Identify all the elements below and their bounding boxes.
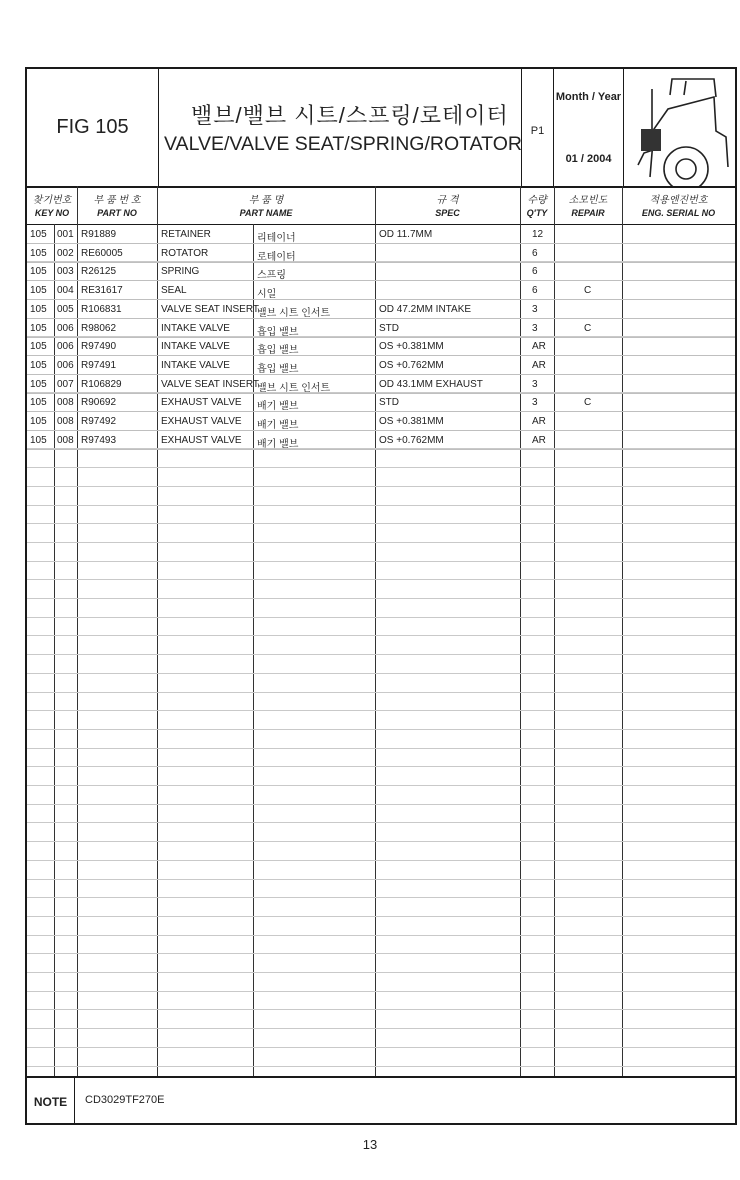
repair-header-ko: 소모빈도: [568, 195, 608, 206]
key-no-cell: 008: [57, 434, 74, 446]
ruled-line: [27, 542, 735, 543]
part-name-ko-cell: 흡입 밸브: [257, 345, 299, 357]
page-code: P1: [522, 69, 554, 186]
part-name-ko-cell: 배기 밸브: [257, 438, 299, 450]
fig-number-cell: 105: [30, 416, 47, 427]
fig-number-cell: 105: [30, 378, 47, 390]
table-row: [27, 301, 735, 319]
ruled-line: [27, 486, 735, 487]
key-no-header: KEY NO: [34, 208, 70, 218]
ruled-line: [27, 935, 735, 936]
fig-number-cell: 105: [30, 322, 47, 334]
serial-header-ko: 적용엔진번호: [649, 195, 708, 206]
part-name-ko-cell: 리테이너: [257, 233, 296, 244]
serial-header: ENG. SERIAL NO: [641, 208, 716, 218]
part-no-cell: R106829: [81, 378, 122, 390]
note-section: [27, 1076, 735, 1125]
key-no-cell: 002: [57, 247, 74, 259]
title-korean: 밸브/밸브 시트/스프링/로테이터: [191, 103, 509, 128]
ruled-line: [27, 766, 735, 767]
part-name-en-cell: INTAKE VALVE: [161, 322, 230, 334]
spec-cell: OS +0.381MM: [379, 341, 444, 353]
ruled-line: [27, 748, 735, 749]
part-name-en-cell: SPRING: [161, 266, 200, 278]
part-name-header: PART NAME: [239, 208, 293, 218]
part-name-ko-cell: 배기 밸브: [257, 420, 299, 431]
qty-cell: 6: [532, 285, 538, 297]
ruled-line: [27, 785, 735, 786]
ruled-line: [27, 523, 735, 524]
part-name-header-ko: 부 품 명: [248, 195, 284, 206]
qty-cell: 12: [532, 229, 544, 240]
sheet-header: [27, 69, 735, 188]
spec-cell: OS +0.762MM: [379, 434, 444, 446]
part-no-cell: R90692: [81, 397, 117, 409]
part-name-en-cell: VALVE SEAT INSERT: [161, 303, 259, 315]
spec-header: SPEC: [435, 208, 460, 218]
key-no-cell: 006: [57, 341, 74, 353]
fig-number-cell: 105: [30, 266, 47, 278]
ruled-line: [27, 953, 735, 954]
ruled-line: [27, 1047, 735, 1048]
spec-cell: STD: [379, 322, 399, 334]
key-no-cell: 006: [57, 359, 74, 371]
qty-cell: AR: [532, 359, 546, 371]
fig-number-cell: 105: [30, 434, 47, 446]
fig-number-cell: 105: [30, 397, 47, 409]
spec-cell: OD 11.7MM: [379, 229, 433, 240]
spec-header-ko: 규 격: [436, 195, 459, 206]
ruled-line: [27, 1009, 735, 1010]
ruled-line: [27, 692, 735, 693]
ruled-line: [27, 1028, 735, 1029]
table-row: [27, 226, 735, 244]
part-name-ko-cell: 흡입 밸브: [257, 326, 299, 338]
qty-cell: 3: [532, 303, 538, 315]
repair-cell: C: [584, 397, 592, 409]
qty-cell: 6: [532, 247, 538, 259]
key-no-cell: 003: [57, 266, 74, 278]
fig-number-cell: 105: [30, 341, 47, 353]
ruled-line: [27, 598, 735, 599]
part-no-cell: RE31617: [81, 285, 123, 297]
qty-cell: 3: [532, 322, 538, 334]
month-year-label: Month / Year: [555, 91, 622, 103]
part-no-cell: R97491: [81, 359, 117, 371]
part-name-ko-cell: 밸브 시트 인서트: [257, 382, 331, 394]
part-no-header-ko: 부 품 번 호: [93, 195, 141, 206]
part-name-en-cell: RETAINER: [161, 229, 211, 240]
part-name-ko-cell: 스프링: [257, 270, 286, 282]
part-no-cell: R97492: [81, 416, 117, 427]
spec-cell: OS +0.762MM: [379, 359, 444, 371]
qty-cell: 3: [532, 397, 538, 409]
fig-number-cell: 105: [30, 247, 47, 259]
ruled-line: [27, 1066, 735, 1067]
part-name-en-cell: EXHAUST VALVE: [161, 434, 242, 446]
title-english: VALVE/VALVE SEAT/SPRING/ROTATOR: [164, 133, 522, 155]
spec-cell: OD 43.1MM EXHAUST: [379, 378, 483, 390]
note-value: CD3029TF270E: [85, 1094, 165, 1106]
ruled-line: [27, 673, 735, 674]
part-no-cell: R26125: [81, 266, 117, 278]
qty-cell: AR: [532, 434, 546, 446]
ruled-line: [27, 860, 735, 861]
spec-cell: OS +0.381MM: [379, 416, 444, 427]
qty-header-ko: 수량: [527, 195, 547, 206]
tractor-icon: [624, 69, 735, 186]
page-number: 13: [362, 1137, 378, 1152]
table-row: [27, 394, 735, 412]
fig-number-cell: 105: [30, 303, 47, 315]
part-name-ko-cell: 시일: [257, 289, 277, 301]
ruled-line: [27, 654, 735, 655]
part-name-en-cell: INTAKE VALVE: [161, 359, 230, 371]
parts-sheet: [25, 67, 737, 1125]
ruled-line: [27, 804, 735, 805]
qty-cell: AR: [532, 416, 546, 427]
repair-cell: C: [584, 285, 592, 297]
part-name-en-cell: EXHAUST VALVE: [161, 416, 242, 427]
ruled-line: [27, 879, 735, 880]
table-row: [27, 245, 735, 263]
part-name-en-cell: EXHAUST VALVE: [161, 397, 242, 409]
part-no-cell: R97490: [81, 341, 117, 353]
ruled-line: [27, 467, 735, 468]
table-row: [27, 282, 735, 300]
spec-cell: STD: [379, 397, 399, 409]
qty-header: Q'TY: [526, 208, 548, 218]
key-no-cell: 008: [57, 397, 74, 409]
table-row: [27, 376, 735, 394]
qty-cell: 3: [532, 378, 538, 390]
key-no-cell: 007: [57, 378, 74, 390]
part-name-ko-cell: 흡입 밸브: [257, 363, 299, 375]
qty-cell: 6: [532, 266, 538, 278]
part-name-ko-cell: 배기 밸브: [257, 401, 299, 413]
ruled-line: [27, 991, 735, 992]
part-no-cell: R106831: [81, 303, 122, 315]
key-no-cell: 005: [57, 303, 74, 315]
ruled-line: [27, 505, 735, 506]
part-name-en-cell: VALVE SEAT INSERT: [161, 378, 259, 390]
part-no-header: PART NO: [97, 208, 137, 218]
ruled-line: [27, 617, 735, 618]
part-name-ko-cell: 로테이터: [257, 251, 296, 263]
table-row: [27, 357, 735, 375]
ruled-line: [27, 579, 735, 580]
ruled-line: [27, 635, 735, 636]
repair-cell: C: [584, 322, 592, 334]
repair-header: REPAIR: [571, 208, 605, 218]
ruled-line: [27, 729, 735, 730]
key-no-cell: 008: [57, 416, 74, 427]
ruled-line: [27, 841, 735, 842]
fig-number-cell: 105: [30, 359, 47, 371]
part-no-cell: RE60005: [81, 247, 123, 259]
part-no-cell: R98062: [81, 322, 117, 334]
ruled-line: [27, 561, 735, 562]
table-row: [27, 432, 735, 450]
title-block: [159, 69, 522, 186]
fig-number-cell: 105: [30, 285, 47, 297]
part-no-cell: R97493: [81, 434, 117, 446]
key-no-cell: 001: [57, 229, 74, 240]
key-no-cell: 006: [57, 322, 74, 334]
ruled-line: [27, 916, 735, 917]
key-no-header-ko: 찾기번호: [32, 195, 72, 206]
ruled-line: [27, 972, 735, 973]
part-name-en-cell: INTAKE VALVE: [161, 341, 230, 353]
fig-number-cell: 105: [30, 229, 47, 240]
month-year-value: 01 / 2004: [565, 153, 612, 165]
key-no-cell: 004: [57, 285, 74, 297]
qty-cell: AR: [532, 341, 546, 353]
figure-number: FIG 105: [27, 69, 159, 186]
part-name-en-cell: ROTATOR: [161, 247, 209, 259]
table-row: [27, 263, 735, 281]
ruled-line: [27, 897, 735, 898]
note-label: NOTE: [27, 1078, 75, 1125]
table-row: [27, 413, 735, 431]
table-row: [27, 338, 735, 356]
part-name-ko-cell: 밸브 시트 인서트: [257, 307, 331, 319]
ruled-line: [27, 710, 735, 711]
spec-cell: OD 47.2MM INTAKE: [379, 303, 472, 315]
part-no-cell: R91889: [81, 229, 117, 240]
month-year-block: [554, 69, 624, 186]
table-row: [27, 320, 735, 338]
part-name-en-cell: SEAL: [161, 285, 187, 297]
ruled-line: [27, 822, 735, 823]
